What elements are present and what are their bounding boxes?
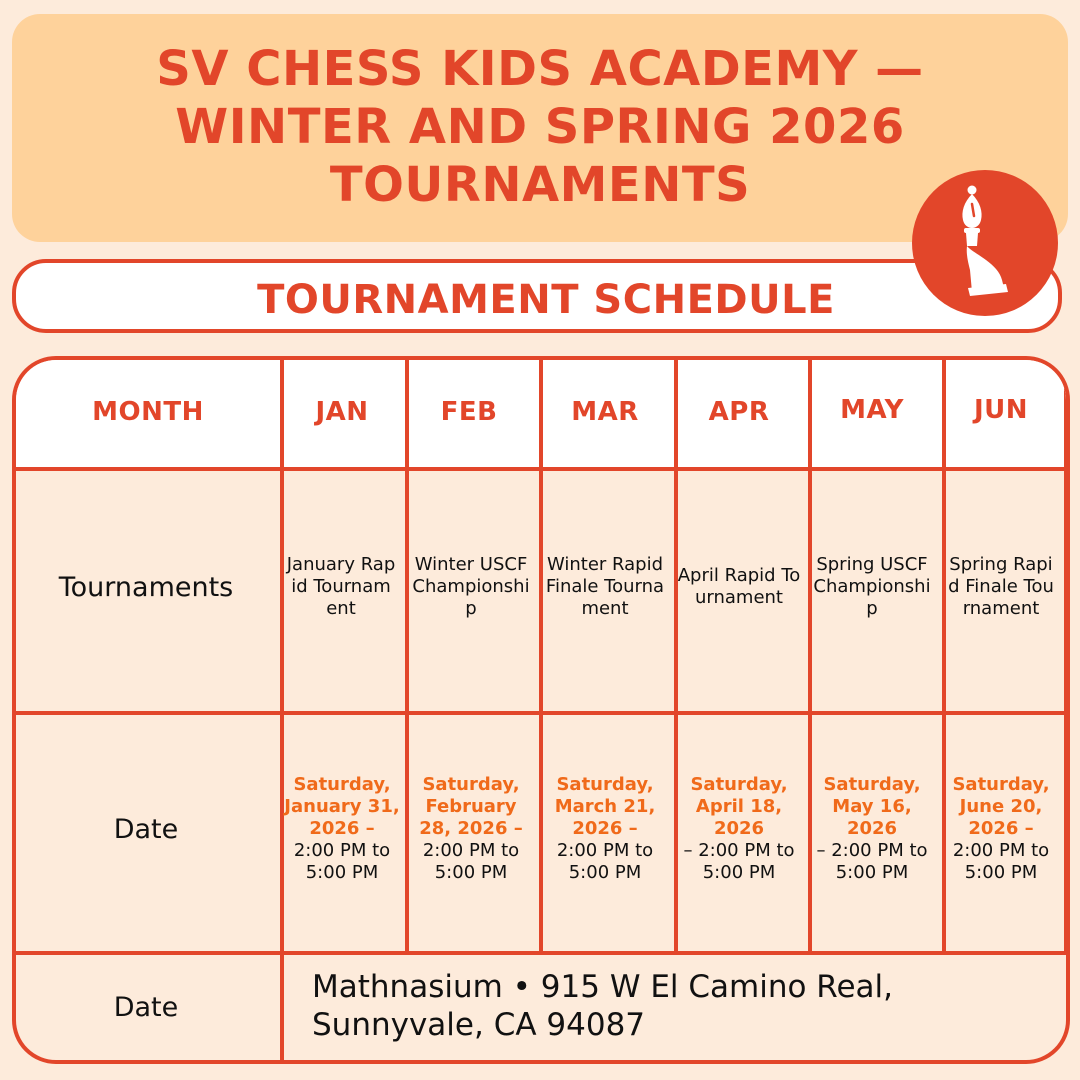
address-line-2: Sunnyvale, CA 94087 bbox=[312, 1007, 646, 1043]
date-label: Date bbox=[113, 813, 179, 845]
title-line-1: SV CHESS KIDS ACADEMY — bbox=[156, 41, 924, 97]
subtitle-text: TOURNAMENT SCHEDULE bbox=[257, 277, 835, 323]
tournament-may: Spring USCF Championship bbox=[813, 554, 931, 619]
date-feb-day: Saturday, February 28, 2026 – bbox=[419, 774, 523, 839]
date-jun-day: Saturday, June 20, 2026 – bbox=[952, 774, 1050, 839]
date-apr-day: Saturday, April 18, 2026 bbox=[690, 774, 788, 839]
title-line-3: TOURNAMENTS bbox=[329, 157, 751, 213]
title-line-2: WINTER AND SPRING 2026 bbox=[175, 99, 905, 155]
date-feb-time: 2:00 PM to 5:00 PM bbox=[422, 840, 520, 883]
date-apr-time: – 2:00 PM to 5:00 PM bbox=[683, 840, 795, 883]
tournament-mar: Winter Rapid Finale Tournament bbox=[545, 554, 665, 619]
address-line-1: Mathnasium • 915 W El Camino Real, bbox=[312, 969, 893, 1005]
page-title bbox=[12, 40, 1068, 214]
tournament-apr: April Rapid Tournament bbox=[677, 565, 801, 608]
date-may-time: – 2:00 PM to 5:00 PM bbox=[816, 840, 928, 883]
month-may: MAY bbox=[840, 395, 904, 425]
subtitle-bar bbox=[12, 259, 1062, 333]
chess-bishop-icon bbox=[912, 170, 1058, 316]
date-jan bbox=[282, 711, 402, 947]
month-apr: APR bbox=[708, 397, 770, 427]
tournaments-label: Tournaments bbox=[58, 571, 234, 603]
month-jan: JAN bbox=[315, 397, 369, 427]
month-mar: MAR bbox=[571, 397, 639, 427]
tournament-jan: January Rapid Tournament bbox=[286, 554, 396, 619]
date-jan-time: 2:00 PM to 5:00 PM bbox=[293, 840, 391, 883]
date-mar bbox=[540, 711, 670, 947]
tournament-jun: Spring Rapid Finale Tournament bbox=[948, 554, 1054, 619]
date-jun-time: 2:00 PM to 5:00 PM bbox=[952, 840, 1050, 883]
tournament-feb: Winter USCF Championship bbox=[412, 554, 530, 619]
venue-address bbox=[312, 968, 893, 1044]
date-apr bbox=[674, 711, 804, 947]
date-jan-day: Saturday, January 31, 2026 – bbox=[284, 774, 400, 839]
column-divider bbox=[1064, 360, 1068, 953]
month-header: MONTH bbox=[92, 397, 204, 427]
date-mar-time: 2:00 PM to 5:00 PM bbox=[556, 840, 654, 883]
month-jun: JUN bbox=[973, 395, 1029, 425]
date-may-day: Saturday, May 16, 2026 bbox=[823, 774, 921, 839]
date-mar-day: Saturday, March 21, 2026 – bbox=[554, 774, 656, 839]
date-feb bbox=[406, 711, 536, 947]
date-may bbox=[808, 711, 936, 947]
date-jun bbox=[944, 711, 1058, 947]
month-feb: FEB bbox=[440, 397, 498, 427]
location-label: Date bbox=[113, 991, 179, 1023]
